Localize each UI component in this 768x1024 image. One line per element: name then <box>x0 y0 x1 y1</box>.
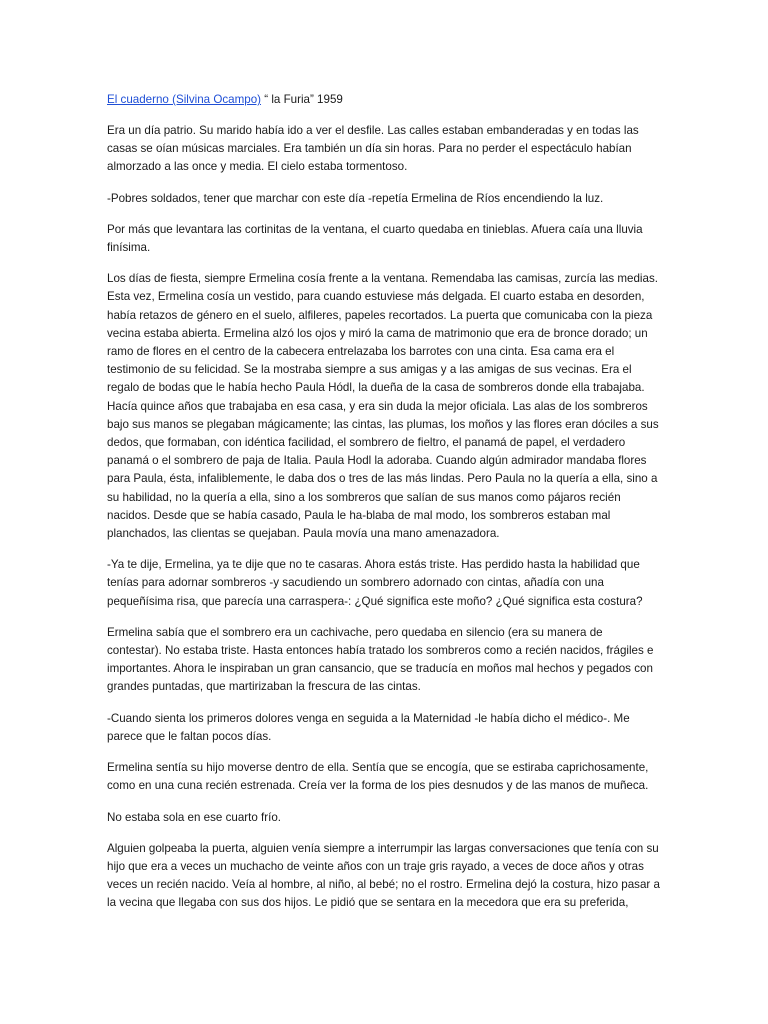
paragraph-5: -Ya te dije, Ermelina, ya te dije que no te casaras. Ahora estás triste. Has perdido hasta la habilidad que tenías para adornar sombreros -y sacudiendo un sombrero adornado con cintas, añadía con una pequeñísima risa, que parecía una carraspera-: ¿Qué significa este moño? ¿Qué significa esta costura? <box>107 558 643 608</box>
document-page <box>107 91 660 926</box>
paragraph-8: Ermelina sentía su hijo moverse dentro de ella. Sentía que se encogía, que se estiraba caprichosamente, como en una cuna recién estrenada. Creía ver la forma de los pies desnudos y de las manos de muñeca. <box>107 761 649 793</box>
paragraph-6: Ermelina sabía que el sombrero era un cachivache, pero quedaba en silencio (era su manera de contestar). No estaba triste. Hasta entonces había tratado los sombreros como a recién nacidos, frágiles e importantes. Ahora le inspiraban un gran cansancio, que se traducía en moños mal hechos y pegados con grandes puntadas, que martirizaban la frescura de las cintas. <box>107 625 654 694</box>
paragraph-9: No estaba sola en ese cuarto frío. <box>107 810 282 824</box>
paragraph-10: Alguien golpeaba la puerta, alguien venía siempre a interrumpir las largas conversaciones que tenía con su hijo que era a veces un muchacho de veinte años con un traje gris rayado, a veces de doce años y otras veces un recién nacido. Veía al hombre, al niño, al bebé; no el rostro. Ermelina dejó la costura, hizo pasar a la vecina que llegaba con sus dos hijos. Le pidió que se sentara en la mecedora que era su preferida, <box>107 841 660 910</box>
title-link[interactable]: El cuaderno (Silvina Ocampo) <box>107 93 262 106</box>
paragraph-2: -Pobres soldados, tener que marchar con este día -repetía Ermelina de Ríos encendiendo la luz. <box>107 191 604 205</box>
paragraph-7: -Cuando sienta los primeros dolores venga en seguida a la Maternidad -le había dicho el médico-. Me parece que le faltan pocos días. <box>107 711 630 743</box>
paragraph-1: Era un día patrio. Su marido había ido a ver el desfile. Las calles estaban embanderadas y en todas las casas se oían músicas marciales. Era también un día sin horas. Para no perder el espectáculo habían almorzado a las once y media. El cielo estaba tormentoso. <box>107 124 639 174</box>
paragraph-3: Por más que levantara las cortinitas de la ventana, el cuarto quedaba en tinieblas. Afuera caía una lluvia finísima. <box>107 222 643 255</box>
title-subtitle: “ la Furia” 1959 <box>261 93 343 106</box>
document-heading <box>107 91 660 109</box>
paragraph-4: Los días de fiesta, siempre Ermelina cosía frente a la ventana. Remendaba las camisas, zurcía las medias. Esta vez, Ermelina cosía un vestido, para cuando estuviese más delgada. El cuarto estaba en desorden, había retazos de género en el suelo, alfileres, papeles recortados. La puerta que comunicaba con la pieza vecina estaba abierta. Ermelina alzó los ojos y miró la cama de matrimonio que era de bronce dorado; un ramo de flores en el centro de la cabecera entrelazaba los barrotes con una cinta. Esa cama era el testimonio de su felicidad. Se la mostraba siempre a sus amigas y a las amigas de sus vecinas. Era el regalo de bodas que le había hecho Paula Hódl, la dueña de la casa de sombreros donde ella trabajaba. Hacía quince años que trabajaba en esa casa, y era sin duda la mejor oficiala. Las alas de los sombreros bajo sus manos se plegaban mágicamente; las cintas, las plumas, los moños y las flores eran dóciles a sus dedos, que formaban, con idéntica facilidad, el sombrero de fieltro, el panamá de papel, el verdadero panamá o el sombrero de paja de Italia. Paula Hodl la adoraba. Cuando algún admirador mandaba flores para Paula, ésta, infaliblemente, le daba dos o tres de las más lindas. Pero Paula no la quería a ella, sino a su habilidad, no la quería a ella, sino a los sombreros que salían de sus manos como pájaros recién nacidos. Desde que se había casado, Paula le ha-blaba de mal modo, los sombreros estaban mal planchados, las clientas se quejaban. Paula movía una mano amenazadora. <box>107 272 659 541</box>
